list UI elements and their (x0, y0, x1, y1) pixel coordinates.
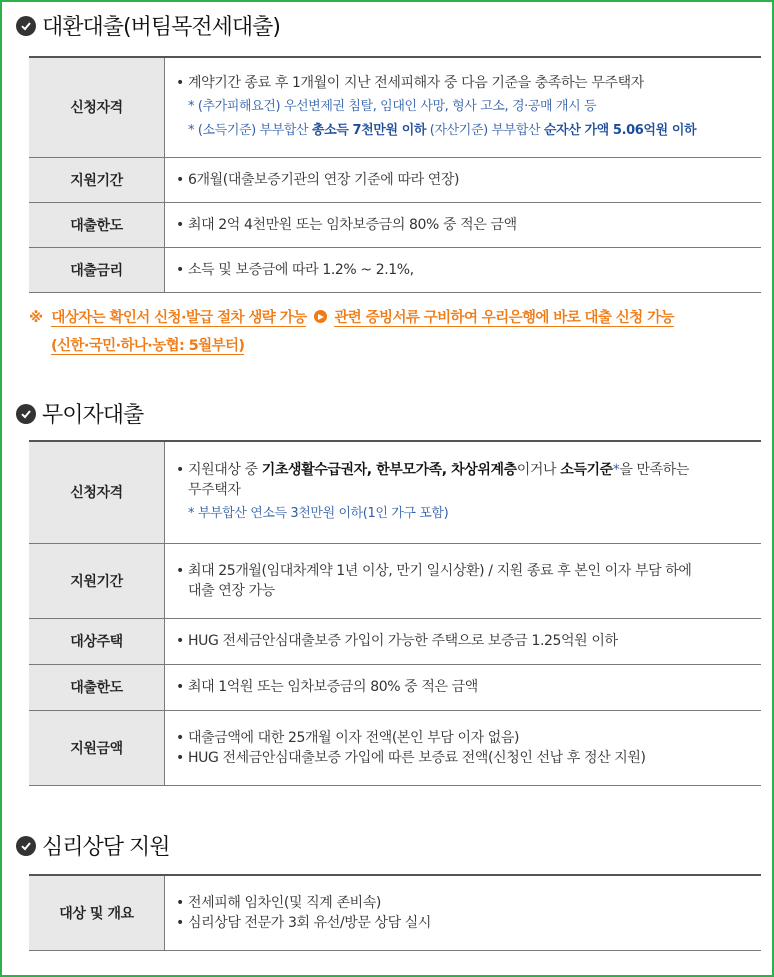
table-row (29, 664, 761, 710)
note-text: * (추가피해요건) 우선변제권 침탈, 임대인 사망, 형사 고소, 경·공매 개시 등 (188, 99, 597, 115)
section-title-refinance (16, 10, 280, 41)
table-row (29, 875, 761, 950)
table-row (29, 57, 761, 157)
row-head: 대출금리 (29, 247, 165, 292)
counseling-table (29, 874, 761, 951)
bullet-text: • 6개월(대출보증기관의 연장 기준에 따라 연장) (176, 170, 761, 190)
row-head: 지원금액 (29, 710, 165, 785)
table-row: 신청자격 • 지원대상 중 기초생활수급권자, 한부모가족, 차상위계층이거나 소득기준*을 만족하는 무주택자 * 부부합산 연소득 3천만원 이하(1인 가구 포함) (29, 441, 761, 543)
section-title-text: 심리상담 지원 (42, 835, 170, 860)
bullet-text: • 대출금액에 대한 25개월 이자 전액(본인 부담 이자 없음) (176, 728, 761, 748)
section-title-interest-free (16, 398, 143, 429)
bullet-text: • 최대 1억원 또는 임차보증금의 80% 중 적은 금액 (176, 677, 761, 697)
row-head: 대출한도 (29, 202, 165, 247)
table-row (29, 202, 761, 247)
bullet-text: • 심리상담 전문가 3회 유선/방문 상담 실시 (176, 913, 761, 933)
table-row (29, 157, 761, 202)
bullet-text: • 최대 25개월(임대차계약 1년 이상, 만기 일시상환) / 지원 종료 후 본인 이자 부담 하에 (176, 561, 761, 581)
check-circle-icon (16, 404, 36, 424)
note-text: * (소득기준) 부부합산 총소득 7천만원 이하 (자산기준) 부부합산 순자산 가액 5.06억원 이하 (188, 123, 697, 139)
bullet-text: • 최대 2억 4천만원 또는 임차보증금의 80% 중 적은 금액 (176, 215, 761, 235)
bullet-text: • HUG 전세금안심대출보증 가입에 따른 보증료 전액(신청인 선납 후 정산 지원) (176, 748, 761, 768)
check-circle-icon (16, 836, 36, 856)
section-title-text: 대환대출(버팀목전세대출) (42, 15, 280, 40)
row-head: 지원기간 (29, 157, 165, 202)
table-row (29, 247, 761, 292)
table-row (29, 618, 761, 664)
section-title-counseling (16, 830, 170, 861)
bullet-text: • HUG 전세금안심대출보증 가입이 가능한 주택으로 보증금 1.25억원 이하 (176, 631, 761, 651)
row-head: 대상주택 (29, 618, 165, 664)
check-circle-icon (16, 16, 36, 36)
row-head: 신청자격 (29, 57, 165, 157)
refinance-table (29, 56, 761, 293)
row-head: 신청자격 (29, 441, 165, 543)
section-title-text: 무이자대출 (42, 403, 144, 428)
row-head: 대출한도 (29, 664, 165, 710)
interest-free-table (29, 440, 761, 786)
row-head: 지원기간 (29, 543, 165, 618)
row-head: 대상 및 개요 (29, 875, 165, 950)
bullet-text: • 전세피해 임차인(및 직계 존비속) (176, 893, 761, 913)
bullet-text: • 계약기간 종료 후 1개월이 지난 전세피해자 중 다음 기준을 충족하는 무주택자 (176, 73, 761, 93)
bullet-text: • 지원대상 중 기초생활수급권자, 한부모가족, 차상위계층이거나 소득기준*을 만족하는 (176, 460, 761, 480)
notice-text: ※ 대상자는 확인서 신청·발급 절차 생략 가능 관련 증빙서류 구비하여 우리은행에 바로 대출 신청 가능 (신한·국민·하나·농협: 5월부터) (29, 310, 674, 354)
note-text: * 부부합산 연소득 3천만원 이하(1인 가구 포함) (188, 506, 449, 522)
table-row: 지원기간 • 최대 25개월(임대차계약 1년 이상, 만기 일시상환) / 지원 종료 후 본인 이자 부담 하에 대출 연장 가능 (29, 543, 761, 618)
table-row (29, 710, 761, 785)
arrow-right-circle-icon (314, 310, 327, 323)
bullet-text: • 소득 및 보증금에 따라 1.2% ~ 2.1%, (176, 260, 761, 280)
